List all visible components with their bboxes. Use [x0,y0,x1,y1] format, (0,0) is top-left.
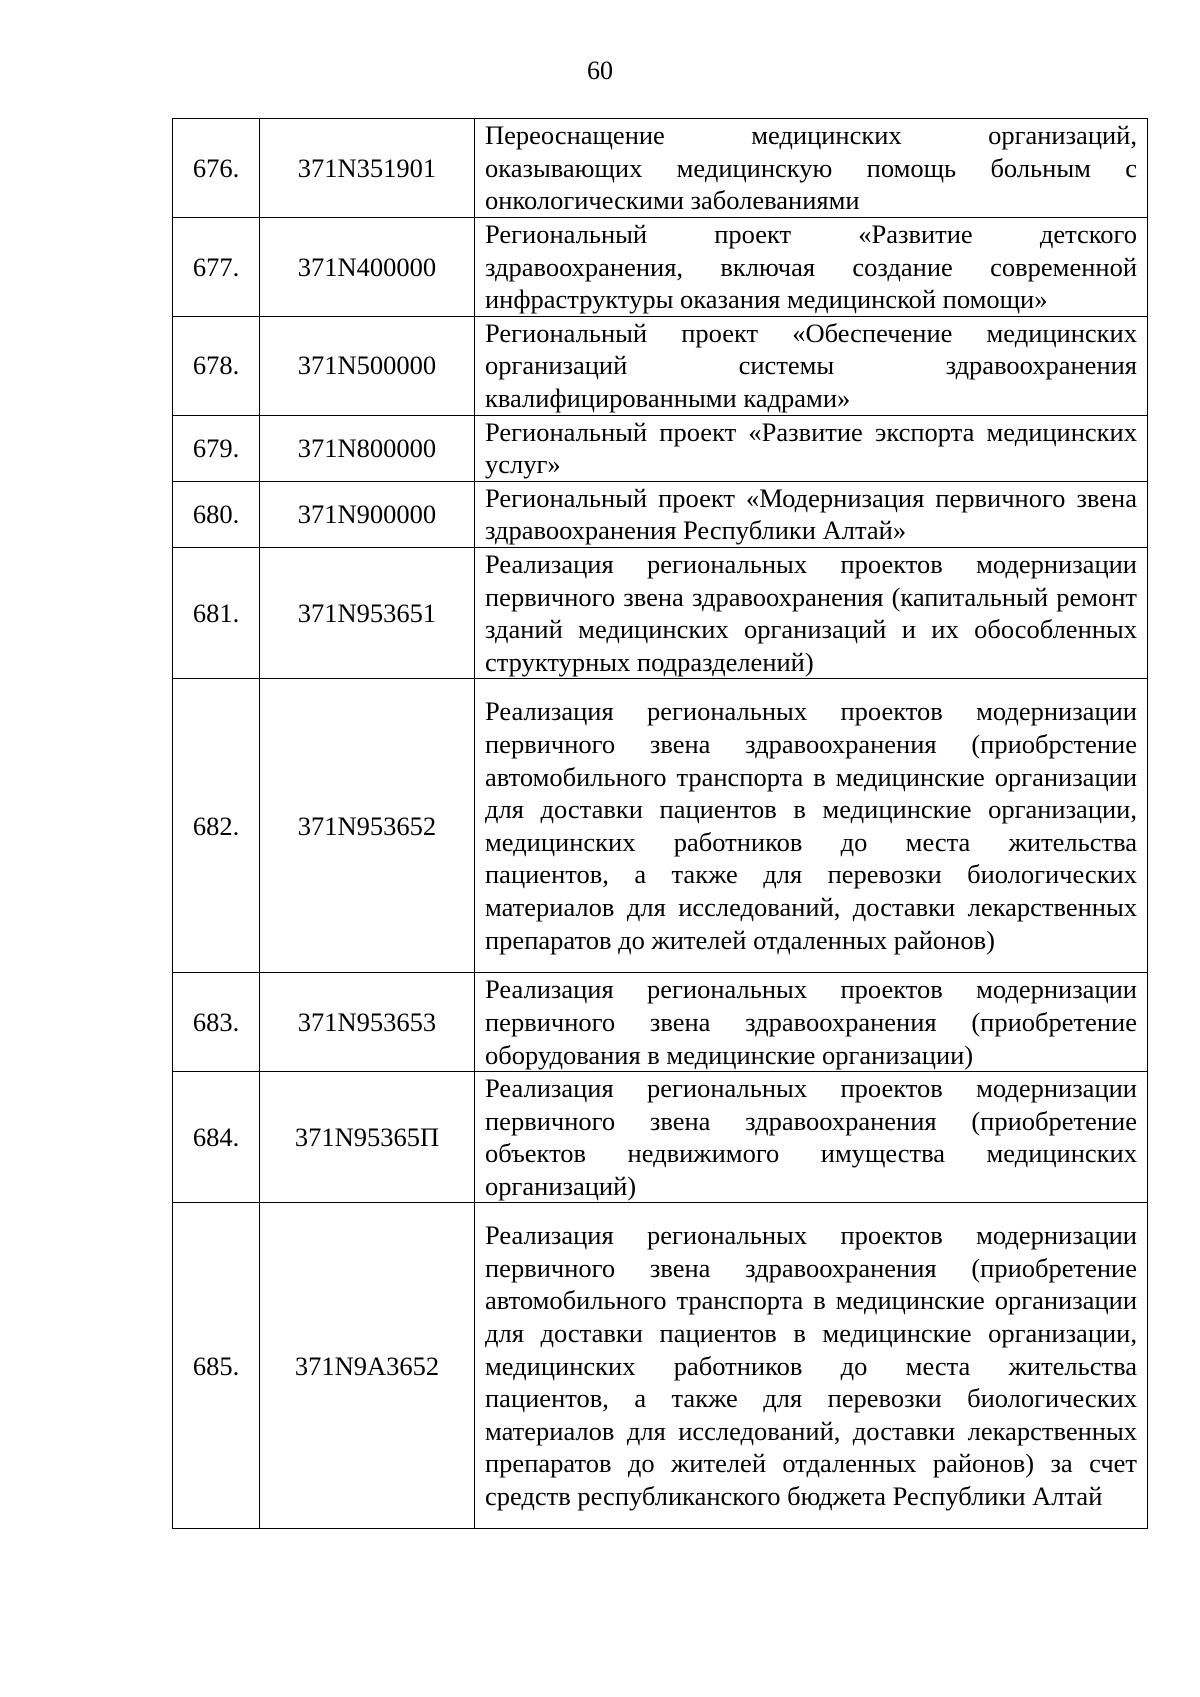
row-description [475,679,1148,973]
row-description-text: Региональный проект «Развитие экспорта медицинских услуг» [485,416,1137,480]
row-number: 680. [173,481,260,547]
table-row [173,679,1148,973]
row-number: 681. [173,547,260,678]
row-code: 371N900000 [260,481,475,547]
row-number: 685. [173,1203,260,1529]
row-description-text: Региональный проект «Развитие детского здравоохранения, включая создание современной инфраструктуры оказания медицинской помощи» [485,219,1137,315]
table-row [173,218,1148,317]
row-description-text: Реализация региональных проектов модернизации первичного звена здравоохранения (приобрстение автомобильного транспорта в медицинские организации для доставки пациентов в медицинские организации, медицинских работников до места жительства пациентов, а также для перевозки биологических материалов для исследований, доставки лекарственных препаратов до жителей отдаленных районов) [485,696,1137,955]
row-description-text: Реализация региональных проектов модернизации первичного звена здравоохранения (приобретение автомобильного транспорта в медицинские организации для доставки пациентов в медицинские организации, медицинских работников до места жительства пациентов, а также для перевозки биологических материалов для исследований, доставки лекарственных препаратов до жителей отдаленных районов) за счет средств республиканского бюджета Республики Алтай [485,1220,1137,1512]
row-number: 677. [173,218,260,317]
row-code: 371N953652 [260,679,475,973]
table-row [173,119,1148,218]
row-code: 371N400000 [260,218,475,317]
row-description [475,119,1148,218]
table-row [173,1203,1148,1529]
table-row [173,973,1148,1072]
table-row [173,547,1148,678]
budget-codes-table [172,118,1148,1529]
row-description [475,218,1148,317]
row-code: 371N9A3652 [260,1203,475,1529]
row-number: 679. [173,415,260,481]
row-description [475,415,1148,481]
row-number: 683. [173,973,260,1072]
row-description [475,316,1148,415]
row-description-text: Реализация региональных проектов модернизации первичного звена здравоохранения (приобретение объектов недвижимого имущества медицинских организаций) [485,1073,1137,1201]
row-description-text: Региональный проект «Обеспечение медицинских организаций системы здравоохранения квалифицированными кадрами» [485,317,1137,413]
row-description [475,547,1148,678]
row-description-text: Переоснащение медицинских организаций, оказывающих медицинскую помощь больным с онкологическими заболеваниями [485,120,1137,216]
page-number: 60 [587,56,613,85]
row-description-text: Реализация региональных проектов модернизации первичного звена здравоохранения (приобретение оборудования в медицинские организации) [485,974,1137,1070]
row-description [475,1203,1148,1529]
row-number: 682. [173,679,260,973]
row-description [475,481,1148,547]
row-description [475,973,1148,1072]
row-code: 371N953651 [260,547,475,678]
row-description [475,1072,1148,1203]
row-code: 371N95365П [260,1072,475,1203]
table-row [173,1072,1148,1203]
row-number: 678. [173,316,260,415]
row-description-text: Региональный проект «Модернизация первичного звена здравоохранения Республики Алтай» [485,482,1137,546]
row-code: 371N953653 [260,973,475,1072]
row-code: 371N500000 [260,316,475,415]
row-description-text: Реализация региональных проектов модернизации первичного звена здравоохранения (капитальный ремонт зданий медицинских организаций и их обособленных структурных подразделений) [485,548,1137,677]
row-code: 371N800000 [260,415,475,481]
table-row [173,481,1148,547]
row-code: 371N351901 [260,119,475,218]
table-row [173,316,1148,415]
table-row [173,415,1148,481]
row-number: 684. [173,1072,260,1203]
row-number: 676. [173,119,260,218]
